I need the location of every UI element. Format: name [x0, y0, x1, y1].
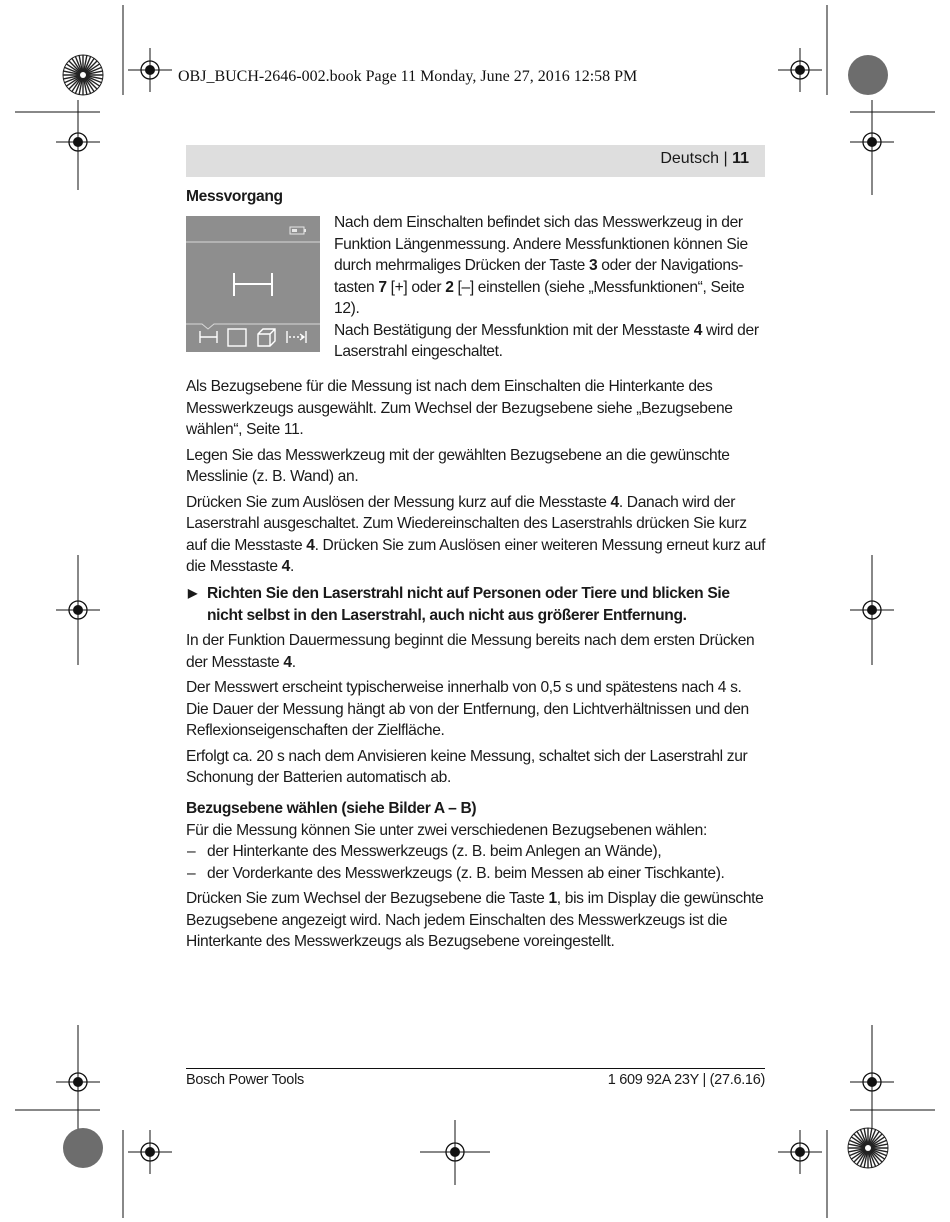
- bezugsebene-section: [186, 798, 766, 953]
- paragraph-ausloesen: Drücken Sie zum Auslösen der Messung kurz auf die Messtaste 4. Danach wird der Laserstrahl ausgeschaltet. Zum Wiedereinschalten des Laserstrahls drücken Sie kurz auf die Messtaste 4. Drücken Sie zum Auslösen einer weiteren Messung erneut kurz auf die Messtaste 4.: [186, 493, 766, 575]
- messvorgang-body: [186, 376, 766, 578]
- confirm-text: Nach Bestätigung der Messfunktion mit der Messtaste 4 wird der Laserstrahl eingeschaltet.: [334, 321, 759, 360]
- paragraph-bezugsebene-default: Als Bezugsebene für die Messung ist nach dem Einschalten die Hinterkante des Messwerkzeugs ausgewählt. Zum Wechsel der Bezugsebene siehe „Bezugsebene wählen“, Seite 11.: [186, 378, 733, 438]
- print-slug: OBJ_BUCH-2646-002.book Page 11 Monday, June 27, 2016 12:58 PM: [178, 68, 638, 85]
- length-measure-icon: [234, 273, 272, 296]
- warning-text: Richten Sie den Laserstrahl nicht auf Personen oder Tiere und blicken Sie nicht selbst in den Laserstrahl, auch nicht aus größerer Entfernung.: [207, 585, 730, 624]
- bezugsebene-intro: Für die Messung können Sie unter zwei verschiedenen Bezugsebenen wählen:: [186, 821, 707, 839]
- intro-paragraph: [334, 212, 766, 363]
- section-heading-bezugsebene: Bezugsebene wählen (siehe Bilder A – B): [186, 800, 477, 817]
- page-header-band: [186, 145, 765, 177]
- warning-arrow-icon: ▶: [188, 586, 197, 600]
- footer-publisher: Bosch Power Tools: [186, 1072, 304, 1088]
- heading-messvorgang-block: [186, 186, 766, 208]
- list-item: – der Vorderkante des Messwerkzeugs (z. B. beim Messen ab einer Tischkante).: [187, 864, 725, 882]
- paragraph-abschaltung: Erfolgt ca. 20 s nach dem Anvisieren keine Messung, schaltet sich der Laserstrahl zur Schonung der Batterien automatisch ab.: [186, 747, 748, 786]
- laser-warning: [186, 583, 766, 626]
- language-label: Deutsch |: [660, 150, 733, 167]
- list-item: – der Hinterkante des Messwerkzeugs (z. B. beim Anlegen an Wände),: [187, 843, 662, 860]
- device-display-illustration: [186, 216, 320, 352]
- intro-text: Nach dem Einschalten befindet sich das Messwerkzeug in der Funktion Längenmessung. Andere Messfunktionen können Sie durch mehrmaliges Drücken der Taste 3 oder der Navigations-tasten 7 [+] oder 2 [–] einstellen (siehe „Messfunktionen“, Seite 12).: [334, 214, 748, 317]
- paragraph-dauermessung: In der Funktion Dauermessung beginnt die Messung bereits nach dem ersten Drücken der Messtaste 4.: [186, 632, 755, 671]
- footer-rule: [186, 1068, 765, 1069]
- page-number: 11: [732, 150, 749, 167]
- paragraph-wechsel: Drücken Sie zum Wechsel der Bezugsebene die Taste 1, bis im Display die gewünschte Bezugsebene angezeigt wird. Nach jedem Einschalten des Messwerkzeugs ist die Hinterkante des Messwerkzeugs als Bezugsebene voreingestellt.: [186, 890, 764, 950]
- paragraph-messwert: Der Messwert erscheint typischerweise innerhalb von 0,5 s und spätestens nach 4 s. Die Dauer der Messung hängt ab von der Entfernung, den Lichtverhältnissen und den Reflexionseigenschaften der Zielfläche.: [186, 679, 749, 739]
- footer-doc-number: 1 609 92A 23Y | (27.6.16): [607, 1072, 765, 1088]
- messvorgang-body-2: [186, 630, 766, 789]
- section-heading-messvorgang: Messvorgang: [186, 188, 283, 205]
- running-header: [660, 150, 749, 168]
- paragraph-anlegen: Legen Sie das Messwerkzeug mit der gewählten Bezugsebene an die gewünschte Messlinie (z. B. Wand) an.: [186, 446, 730, 485]
